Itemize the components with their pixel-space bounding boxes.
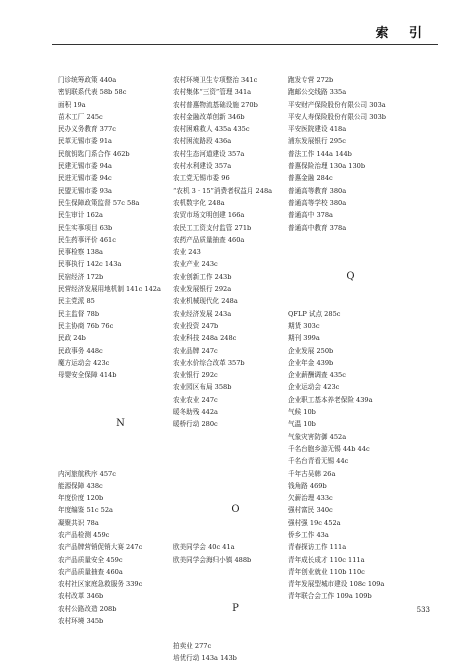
index-entry: 农业经济发展 243a — [173, 309, 232, 318]
index-entry: 民建无锡市委 94a — [58, 162, 112, 171]
index-entry: 民营经济发展用地机制 141c 142a — [58, 285, 161, 294]
index-entry: 民生药事评价 461c — [58, 235, 116, 244]
index-entry: 企业薪酬调查 435c — [288, 371, 346, 380]
index-entry: 侨乡工作 43a — [288, 530, 329, 539]
index-entry: 民宿经济 172b — [58, 272, 104, 281]
index-entry: 农贸市场文明创建 166a — [173, 211, 245, 220]
index-entry: 普法工作 144a 144b — [288, 149, 352, 158]
index-entry: 农业创新工作 243b — [173, 272, 232, 281]
index-entry: 欠薪治理 433c — [288, 494, 333, 503]
index-letter-heading: N — [116, 418, 125, 430]
index-entry: 农业农业 247c — [173, 395, 218, 404]
index-entry: 气温 10b — [288, 420, 316, 429]
spacer — [173, 443, 298, 455]
index-entry: 年度价度 120b — [58, 494, 104, 503]
index-entry: 苗木工厂 245c — [58, 112, 103, 121]
index-entry: 青年发展型城市建设 108c 109a — [288, 580, 385, 589]
index-entry: 农业产业 243c — [173, 260, 218, 269]
index-entry: 民航钥匙门系合作 462b — [58, 149, 130, 158]
index-letter-heading: P — [232, 602, 239, 614]
spacer — [58, 431, 183, 443]
index-entry: 民生审计 162a — [58, 211, 103, 220]
index-entry: 跑邮公交线路 335a — [288, 88, 347, 97]
spacer — [58, 443, 183, 455]
index-entry: 农村环境卫生专项整治 341c — [173, 76, 258, 84]
index-entry: 强村富民 340c — [288, 506, 333, 515]
index-entry: 平安医院建设 418a — [288, 125, 347, 134]
index-entry: 农村生态河道建设 357a — [173, 149, 245, 158]
index-entry: 民政 24b — [58, 334, 86, 343]
index-entry: 农村金融改革创新 346b — [173, 112, 245, 121]
index-entry: 农药产品质量抽查 460a — [173, 235, 245, 244]
index-entry: 民生保障政策监督 57c 58a — [58, 198, 140, 207]
index-entry: 普通高中 378a — [288, 211, 333, 220]
spacer — [173, 578, 298, 590]
index-entry: 期刊 399a — [288, 334, 320, 343]
index-entry: 期货 303c — [288, 321, 320, 330]
index-entry: 民办义务教育 377c — [58, 125, 116, 134]
index-entry: 农村社区家庭急救服务 339c — [58, 580, 143, 589]
index-entry: 暖冬助残 442a — [173, 408, 218, 417]
index-entry: 魔方运动会 423c — [58, 358, 110, 367]
index-entry: 农村集体“三资”管理 341a — [173, 88, 252, 97]
index-entry: 农业投资 247b — [173, 321, 219, 330]
index-letter-heading: Q — [346, 270, 355, 282]
index-entry: 青年联合会工作 109a 109b — [288, 592, 372, 601]
spacer — [173, 431, 298, 443]
index-entry: 民进无锡市委 94c — [58, 174, 112, 183]
index-entry: 欧美同学会海归小镇 488b — [173, 555, 252, 564]
index-entry: 青年创业就业 110b 110c — [288, 567, 365, 576]
running-header — [0, 20, 468, 42]
index-column-2 — [173, 74, 298, 664]
index-entry: 民政事务 448c — [58, 346, 103, 355]
index-entry: 企业年金 439b — [288, 358, 334, 367]
index-entry: “农机 3 · 15”消费者权益月 248a — [173, 186, 273, 195]
index-entry: 企业职工基本养老保险 439a — [288, 395, 373, 404]
index-entry: QFLP 试点 285c — [288, 309, 341, 318]
index-entry: 欧美同学会 40c 41a — [173, 543, 235, 552]
index-entry: 面积 19a — [58, 100, 86, 109]
index-entry: 民主监督 78b — [58, 309, 100, 318]
index-letter-heading: O — [231, 504, 240, 516]
index-entry: 平安财产保险股份有限公司 303a — [288, 100, 386, 109]
section-title: 索 引 — [375, 26, 430, 41]
index-entry: 气候 10b — [288, 408, 316, 417]
index-entry: 年度编鉴 51c 52a — [58, 506, 113, 515]
index-entry: 千年古吴韩 26a — [288, 469, 336, 478]
index-entry: 农业 243 — [173, 248, 201, 257]
spacer — [288, 258, 413, 270]
index-entry: 千名台青看无锡 44c — [288, 457, 349, 466]
spacer — [173, 480, 298, 492]
index-entry: 浦东发展银行 295c — [288, 137, 346, 146]
index-entry: 农村困难救人 435a 435c — [173, 125, 250, 134]
index-entry: 农民工工资支付监管 271b — [173, 223, 252, 232]
index-entry: 农业园区布局 358b — [173, 383, 232, 392]
index-entry: 民主党派 85 — [58, 297, 95, 306]
index-entry: 农村改革 346b — [58, 592, 104, 601]
spacer — [58, 381, 183, 393]
index-entry: 凝聚共识 78a — [58, 518, 99, 527]
index-entry: 气象灾害防御 452a — [288, 432, 347, 441]
index-entry: 民盟无锡市委 93a — [58, 186, 112, 195]
index-entry: 农产品质量抽查 460a — [58, 567, 123, 576]
spacer — [58, 394, 183, 406]
index-entry: 民革无锡市委 91a — [58, 137, 112, 146]
page-number: 533 — [416, 606, 430, 614]
index-entry: 民生实事项目 63b — [58, 223, 113, 232]
index-entry: 民事检察 138a — [58, 248, 103, 257]
spacer — [288, 295, 413, 307]
index-entry: 普通高等学校 380a — [288, 198, 347, 207]
index-entry: 普通高中教育 378a — [288, 223, 347, 232]
index-entry: 能源保障 438c — [58, 481, 103, 490]
index-entry: 平安人寿保险股份有限公司 303b — [288, 112, 387, 121]
index-entry: 拍卖业 277c — [173, 641, 212, 650]
spacer — [173, 566, 298, 578]
index-entry: 普惠金融 284c — [288, 174, 333, 183]
index-entry: 农村困流路段 436a — [173, 137, 232, 146]
spacer — [58, 406, 183, 418]
index-entry: 农村水利建设 357a — [173, 162, 232, 171]
index-entry: 企业发展 250b — [288, 346, 334, 355]
index-column-1 — [58, 74, 183, 627]
index-entry: 民事执行 142c 143a — [58, 260, 122, 269]
spacer — [288, 234, 413, 246]
index-entry: 农产品检测 459c — [58, 530, 110, 539]
spacer — [173, 455, 298, 467]
index-entry: 农业水价综合改革 357b — [173, 358, 245, 367]
index-entry: 强村强 19c 452a — [288, 518, 341, 527]
index-entry: 普惠保险治理 130a 130b — [288, 162, 366, 171]
spacer — [173, 590, 298, 602]
index-entry: 民主协商 76b 76c — [58, 321, 114, 330]
spacer — [173, 517, 298, 529]
index-entry: 农工党无锡市委 96 — [173, 174, 230, 183]
index-column-3 — [288, 74, 413, 603]
index-entry: 农村环境 345b — [58, 617, 104, 626]
index-entry: 门诊统筹政策 440a — [58, 76, 117, 84]
index-entry: 密钥联系代表 58b 58c — [58, 88, 127, 97]
spacer — [288, 246, 413, 258]
spacer — [173, 627, 298, 639]
index-entry: 农村公路改造 208b — [58, 604, 117, 613]
index-entry: 培优行动 143a 143b — [173, 653, 237, 662]
index-entry: 农产品牌营销促销大赛 247c — [58, 543, 143, 552]
index-entry: 农业机械现代化 248a — [173, 297, 238, 306]
index-entry: 农业银行 292c — [173, 371, 218, 380]
index-entry: 青春探访工作 111a — [288, 543, 347, 552]
spacer — [58, 455, 183, 467]
header-rule — [52, 44, 438, 45]
index-entry: 农产品质量安全 459c — [58, 555, 123, 564]
spacer — [173, 468, 298, 480]
index-entry: 跑发专营 272b — [288, 76, 334, 84]
index-entry: 钱角路 469b — [288, 481, 327, 490]
spacer — [173, 529, 298, 541]
spacer — [173, 492, 298, 504]
index-entry: 母婴安全保障 414b — [58, 371, 117, 380]
index-entry: 暖桥行动 280c — [173, 420, 218, 429]
index-entry: 千名台胞乡游无锡 44b 44c — [288, 444, 370, 453]
index-entry: 企业运动会 423c — [288, 383, 340, 392]
index-entry: 农业品牌 247c — [173, 346, 218, 355]
index-entry: 农业科技 248a 248c — [173, 334, 237, 343]
index-entry: 内河旅航秩序 457c — [58, 469, 116, 478]
index-entry: 农业发展银行 292a — [173, 285, 232, 294]
spacer — [288, 283, 413, 295]
index-entry: 青年成长成才 110c 111a — [288, 555, 365, 564]
index-entry: 普通高等教育 380a — [288, 186, 347, 195]
spacer — [173, 615, 298, 627]
index-entry: 农机数字化 248a — [173, 198, 225, 207]
index-entry: 农村普惠物流基础设施 270b — [173, 100, 258, 109]
